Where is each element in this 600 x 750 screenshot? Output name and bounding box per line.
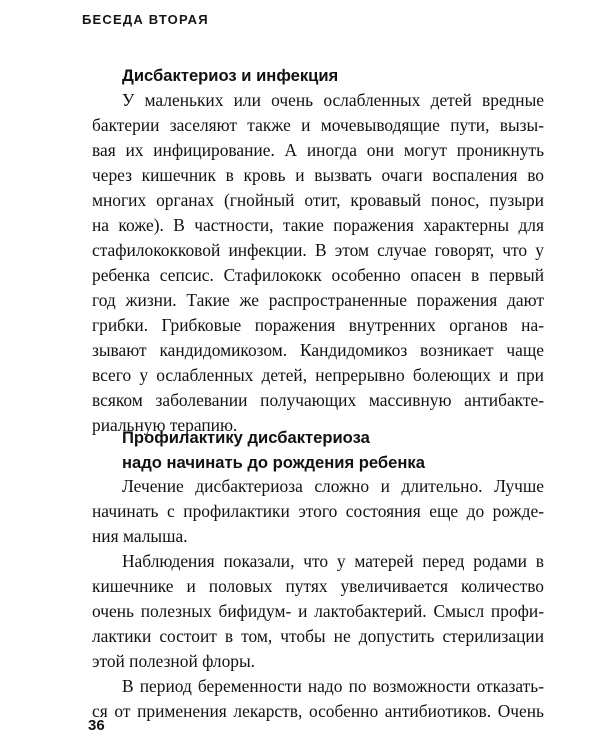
running-head: БЕСЕДА ВТОРАЯ — [82, 12, 209, 27]
heading-line: Профилактику дисбактериоза — [122, 428, 370, 447]
section-body-dysbacteriosis-infection — [92, 88, 544, 438]
text-line: ребенка сепсис. Стафилококк особенно опасен в первый — [92, 265, 544, 285]
text-line: У маленьких или очень ослабленных детей вредные — [122, 90, 544, 110]
page-number: 36 — [88, 717, 105, 734]
text-line: стафилококковой инфекции. В этом случае говорят, что у — [92, 240, 544, 260]
text-line: через кишечник в кровь и вызвать очаги воспаления во — [92, 165, 544, 185]
text-line: кишечнике и половых путях увеличивается количество — [92, 576, 544, 596]
text-line: Лечение дисбактериоза сложно и длительно. Лучше — [122, 476, 544, 496]
text-line: Наблюдения показали, что у матерей перед родами в — [122, 551, 544, 571]
text-line: год жизни. Такие же распространенные поражения дают — [92, 290, 544, 310]
text-line: ся от применения лекарств, особенно антибиотиков. Очень — [92, 701, 544, 721]
text-line: зывают кандидомикозом. Кандидомикоз возникает чаще — [92, 340, 544, 360]
text-line: вая их инфицирование. А иногда они могут проникнуть — [92, 140, 544, 160]
heading-line: Дисбактериоз и инфекция — [122, 66, 339, 85]
text-line: многих органах (гнойный отит, кровавый понос, пузыри — [92, 190, 544, 210]
text-line: всяком заболевании получающих массивную антибакте- — [92, 390, 544, 410]
text-line: этой полезной флоры. — [92, 651, 256, 671]
text-line: бактерии заселяют также и мочевыводящие пути, вызы- — [92, 115, 544, 135]
text-line: грибки. Грибковые поражения внутренних органов на- — [92, 315, 544, 335]
text-line: начинать с профилактики этого состояния еще до рожде- — [92, 501, 544, 521]
text-line: на коже). В частности, такие поражения характерны для — [92, 215, 544, 235]
text-line: очень полезных бифидум- и лактобактерий. Смысл профи- — [92, 601, 544, 621]
text-line: В период беременности надо по возможности отказать- — [122, 676, 544, 696]
text-line: риальную терапию. — [92, 415, 238, 435]
text-line: лактики состоит в том, чтобы не допустить стерилизации — [92, 626, 544, 646]
text-line: всего у ослабленных детей, непрерывно болеющих и при — [92, 365, 544, 385]
heading-line: надо начинать до рождения ребенка — [122, 453, 425, 472]
section-heading-prevention — [92, 425, 544, 475]
text-line: ния малыша. — [92, 526, 188, 546]
section-body-prevention — [92, 474, 544, 724]
section-heading-dysbacteriosis-infection — [92, 63, 544, 88]
